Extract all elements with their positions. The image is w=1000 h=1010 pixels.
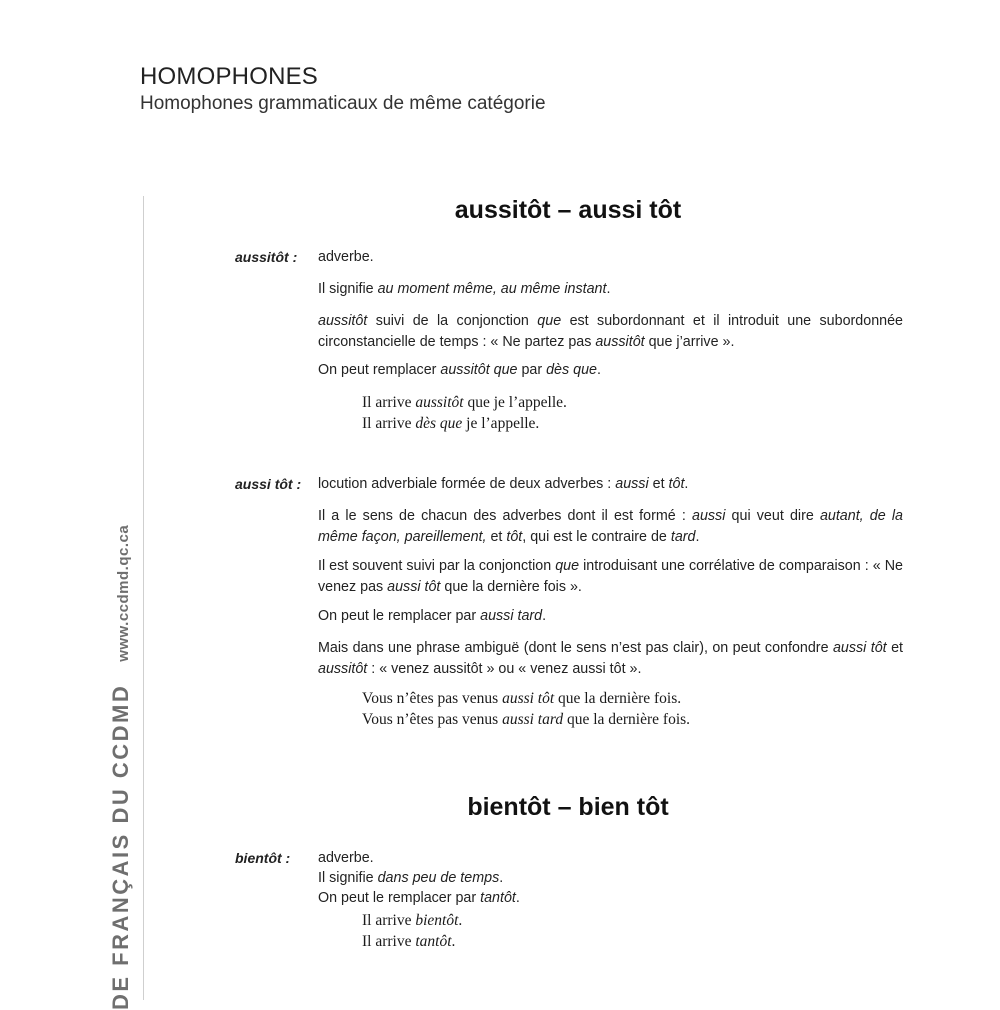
- text-run: que la dernière fois.: [554, 690, 682, 707]
- text-run-italic: aussi tôt: [387, 579, 441, 595]
- text-run: Il est souvent suivi par la conjonction: [318, 558, 556, 574]
- text-line: adverbe.: [318, 850, 374, 866]
- text-run-italic: tantôt: [480, 890, 516, 906]
- example-line: [362, 688, 902, 709]
- side-band-url: www.ccdmd.qc.ca: [115, 524, 132, 662]
- page-title: HOMOPHONES: [140, 63, 319, 90]
- page-header: [140, 62, 546, 116]
- example-block: [362, 688, 902, 730]
- text-run-italic: aussitôt: [595, 334, 645, 350]
- text-run-italic: dès que: [546, 362, 597, 378]
- example-line: [362, 709, 902, 730]
- text-run-italic: dès que: [415, 415, 463, 432]
- example-line: [362, 392, 902, 413]
- paragraph: [318, 638, 903, 680]
- text-run: que la dernière fois.: [563, 711, 691, 728]
- text-run: .: [451, 933, 456, 950]
- text-run-italic: tard: [670, 529, 696, 545]
- text-run: que je l’appelle.: [463, 394, 567, 411]
- text-run: Il arrive: [362, 415, 416, 432]
- example-block: [362, 392, 902, 434]
- text-run-italic: aussitôt: [415, 394, 464, 411]
- entry-term-bientot: bientôt :: [235, 850, 291, 866]
- text-run: suivi de la conjonction: [367, 313, 538, 329]
- paragraph: [318, 279, 903, 300]
- text-run-italic: aussi: [692, 508, 726, 524]
- text-run: Il signifie: [318, 281, 378, 297]
- text-run: par: [517, 362, 547, 378]
- text-run-italic: aussitôt que: [440, 362, 518, 378]
- text-run-italic: autant, de la même façon, pareillement,: [318, 508, 903, 545]
- text-line: [318, 888, 903, 908]
- example-block: [362, 910, 902, 952]
- side-band: [108, 525, 134, 1010]
- entry-def-aussi-tot: [318, 474, 903, 495]
- text-run-italic: que: [555, 558, 580, 574]
- text-run: On peut le remplacer par: [318, 890, 481, 906]
- page-subtitle: Homophones grammaticaux de même catégorie: [140, 93, 546, 114]
- text-run: .: [542, 608, 547, 624]
- example-line: [362, 931, 902, 952]
- text-run: .: [606, 281, 611, 297]
- text-run: Il signifie: [318, 870, 378, 886]
- text-run: .: [458, 912, 463, 929]
- text-run: que j’arrive ».: [644, 334, 735, 350]
- text-run: .: [695, 529, 700, 545]
- text-run: et: [486, 529, 507, 545]
- paragraph: [318, 556, 903, 598]
- paragraph: [318, 311, 903, 353]
- entry-def-aussitot: adverbe.: [318, 249, 374, 265]
- text-run-italic: tantôt: [415, 933, 452, 950]
- text-run: On peut remplacer: [318, 362, 441, 378]
- text-run-italic: aussitôt: [318, 661, 368, 677]
- text-run: .: [597, 362, 601, 378]
- text-run-italic: aussi tard: [480, 608, 543, 624]
- text-run: Il a le sens de chacun des adverbes dont il est formé :: [318, 508, 692, 524]
- text-run-italic: aussi: [615, 476, 649, 492]
- text-run: .: [499, 870, 504, 886]
- text-run-italic: aussi tôt: [832, 640, 887, 656]
- text-run-italic: que: [537, 313, 562, 329]
- text-run: qui veut dire: [725, 508, 820, 524]
- paragraph: [318, 606, 903, 627]
- text-run-italic: au moment même, au même instant: [377, 281, 607, 297]
- entry-term-aussitot: aussitôt :: [235, 249, 298, 265]
- text-run-italic: bientôt: [415, 912, 459, 929]
- text-run: .: [684, 476, 689, 492]
- text-run: Il arrive: [362, 912, 416, 929]
- paragraph: [318, 506, 903, 548]
- side-divider: [143, 196, 144, 1000]
- text-run-italic: dans peu de temps: [377, 870, 500, 886]
- text-run-italic: aussi tard: [502, 711, 564, 728]
- text-run-italic: aussitôt: [318, 313, 368, 329]
- text-run: et: [648, 476, 669, 492]
- text-run: Vous n’êtes pas venus: [362, 690, 503, 707]
- text-run: est subordonnant et il introduit une subordonnée circonstancielle de temps : « Ne partez pas: [318, 313, 903, 350]
- entry-body-bientot: [318, 848, 903, 908]
- section-heading-bientot: bientôt – bien tôt: [467, 793, 669, 821]
- text-run: Vous n’êtes pas venus: [362, 711, 503, 728]
- text-run: je l’appelle.: [462, 415, 540, 432]
- example-line: [362, 910, 902, 931]
- text-run: Mais dans une phrase ambiguë (dont le sens n’est pas clair), on peut confondre: [318, 640, 833, 656]
- section-heading-aussitot: aussitôt – aussi tôt: [454, 196, 682, 224]
- text-run: Il arrive: [362, 933, 416, 950]
- text-run: Il arrive: [362, 394, 416, 411]
- text-run: locution adverbiale formée de deux adverbes :: [318, 476, 616, 492]
- text-run: On peut le remplacer par: [318, 608, 481, 624]
- text-run-italic: aussi tôt: [502, 690, 555, 707]
- paragraph: [318, 360, 903, 381]
- text-run: et: [886, 640, 904, 656]
- text-run: introduisant une corrélative de comparaison : « Ne venez pas: [318, 558, 903, 595]
- text-line: [318, 868, 903, 888]
- text-run-italic: tôt: [506, 529, 523, 545]
- text-run: , qui est le contraire de: [522, 529, 671, 545]
- example-line: [362, 413, 902, 434]
- text-run-italic: tôt: [668, 476, 685, 492]
- text-run: : « venez aussitôt » ou « venez aussi tôt ».: [367, 661, 642, 677]
- side-band-brand: DE FRANÇAIS DU CCDMD: [108, 683, 133, 1010]
- text-run: .: [515, 890, 520, 906]
- entry-term-aussi-tot: aussi tôt :: [235, 476, 302, 492]
- text-run: que la dernière fois ».: [440, 579, 582, 595]
